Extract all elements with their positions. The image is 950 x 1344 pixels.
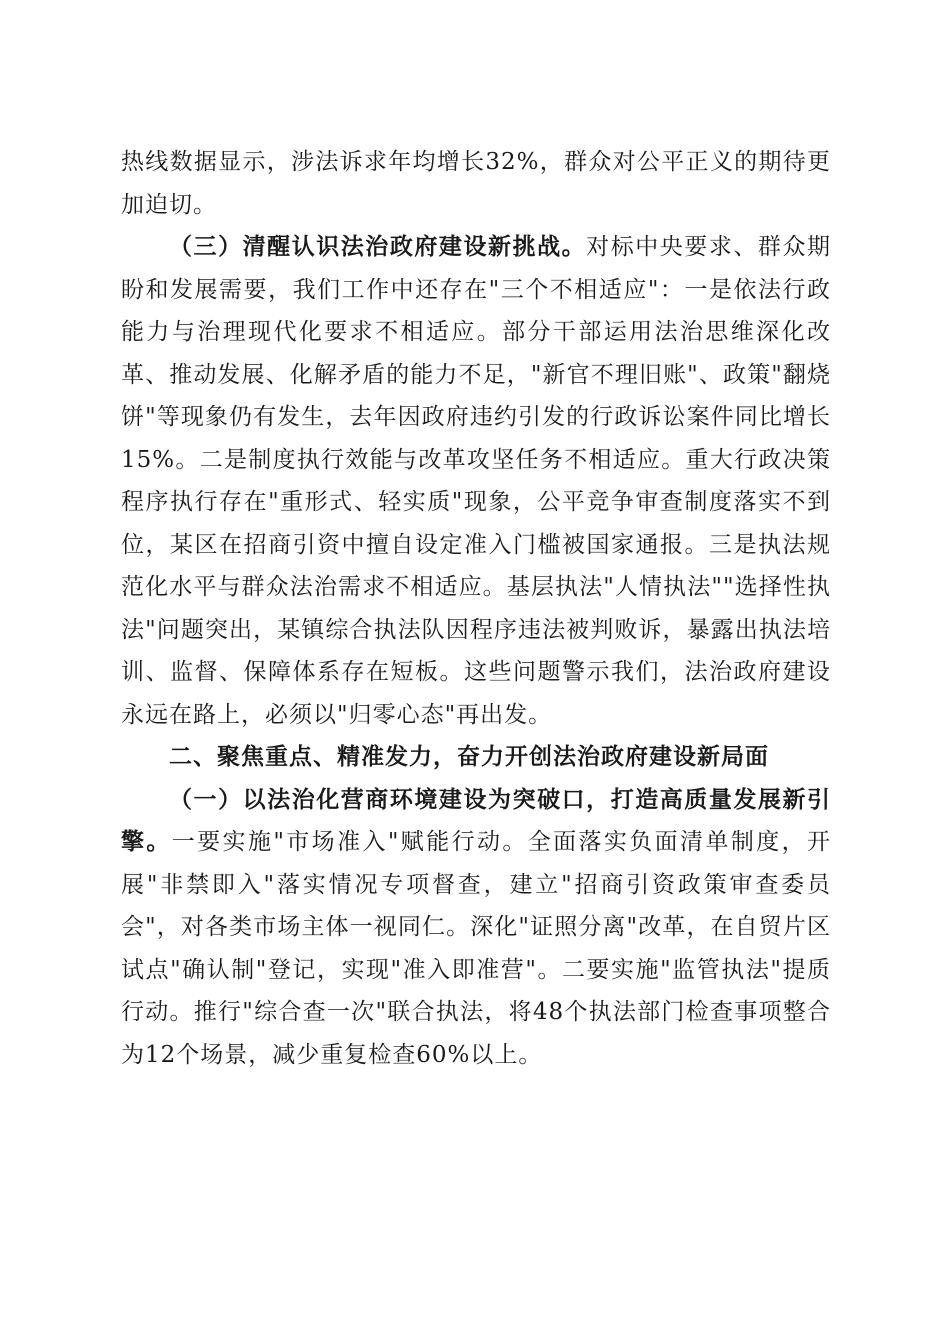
paragraph-business-environment-lead: （一）以法治化营商环境建设为突破口，打造高质量发展新引擎。 xyxy=(121,786,831,855)
paragraph-challenges-text: 对标中央要求、群众期盼和发展需要，我们工作中还存在"三个不相适应"：一是依法行政能力与治理现代化要求不相适应。部分干部运用法治思维深化改革、推动发展、化解矛盾的能力不足，"新官不理旧账"、政策"翻烧饼"等现象仍有发生，去年因政府违约引发的行政诉讼案件同比增长15%。二是制度执行效能与改革攻坚任务不相适应。重大行政决策程序执行存在"重形式、轻实质"现象，公平竞争审查制度落实不到位，某区在招商引资中擅自设定准入门槛被国家通报。三是执法规范化水平与群众法治需求不相适应。基层执法"人情执法""选择性执法"问题突出，某镇综合执法队因程序违法被判败诉，暴露出执法培训、监督、保障体系存在短板。这些问题警示我们，法治政府建设永远在路上，必须以"归零心态"再出发。 xyxy=(121,234,832,728)
document-body xyxy=(121,141,831,1076)
paragraph-continuation-text: 热线数据显示，涉法诉求年均增长32%，群众对公平正义的期待更加迫切。 xyxy=(121,149,831,218)
paragraph-continuation xyxy=(121,141,831,226)
section-heading: 二、聚焦重点、精准发力，奋力开创法治政府建设新局面 xyxy=(169,744,769,770)
paragraph-business-environment xyxy=(121,779,831,1077)
paragraph-business-environment-text: 一要实施"市场准入"赋能行动。全面落实负面清单制度，开展"非禁即入"落实情况专项督查，建立"招商引资政策审查委员会"，对各类市场主体一视同仁。深化"证照分离"改革，在自贸片区试点"确认制"登记，实现"准入即准营"。二要实施"监管执法"提质行动。推行"综合查一次"联合执法，将48个执法部门检查事项整合为12个场景，减少重复检查60%以上。 xyxy=(121,829,831,1068)
paragraph-challenges xyxy=(121,226,831,736)
paragraph-challenges-lead: （三）清醒认识法治政府建设新挑战。 xyxy=(169,234,587,260)
